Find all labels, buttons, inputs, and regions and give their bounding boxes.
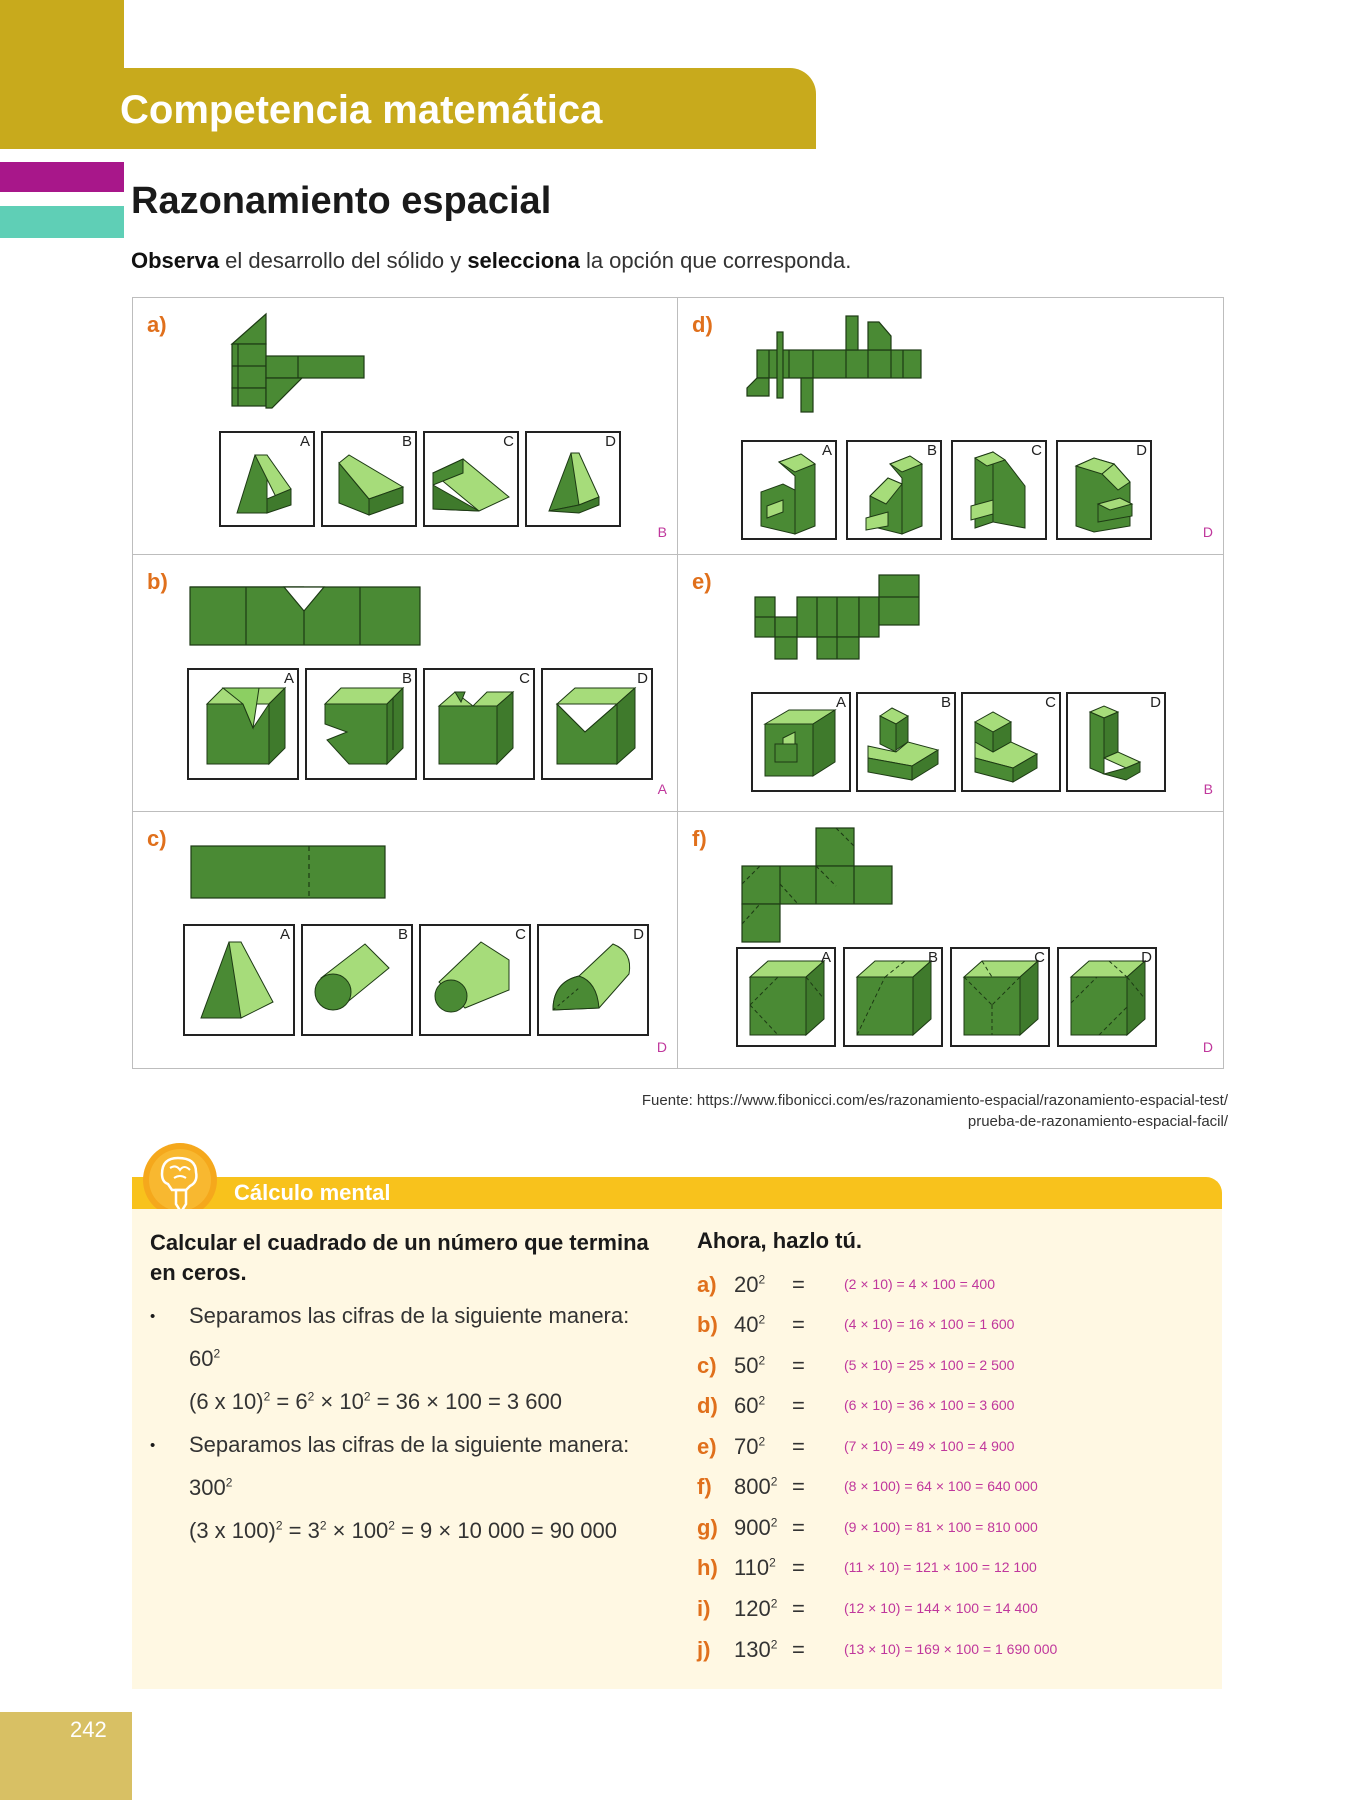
practice-base: [734, 1353, 765, 1379]
base-value: 40: [734, 1312, 759, 1337]
practice-answer: (8 × 100) = 64 × 100 = 640 000: [844, 1478, 1038, 1494]
source-line-2: prueba-de-razonamiento-espacial-facil/: [967, 1113, 1228, 1130]
exercise-answer: A: [657, 781, 667, 797]
practice-label: h): [697, 1555, 718, 1580]
formula-part: (3 x 100): [189, 1518, 276, 1543]
net-f-diagram: [740, 826, 896, 944]
section-title: Razonamiento espacial: [131, 180, 552, 222]
option-letter: B: [401, 433, 412, 450]
solid-f-A: [738, 949, 834, 1045]
step-1-formula: [189, 1389, 562, 1415]
instruction-bold-selecciona: selecciona: [467, 248, 580, 273]
option-f-D[interactable]: [1057, 947, 1157, 1047]
base-value: 70: [734, 1434, 759, 1459]
page-number: 242: [70, 1717, 107, 1742]
option-a-C[interactable]: [423, 431, 519, 527]
base-value: 50: [734, 1353, 759, 1378]
source-line-1: Fuente: https://www.fibonicci.com/es/razonamiento-espacial/razonamiento-espacial-test/: [641, 1092, 1228, 1109]
option-letter: A: [279, 926, 290, 943]
option-b-B[interactable]: [305, 668, 417, 780]
practice-label: b): [697, 1312, 718, 1337]
option-letter: A: [821, 442, 832, 459]
equals-sign: =: [792, 1312, 805, 1337]
base-exp: 2: [770, 1515, 778, 1530]
practice-label: a): [697, 1272, 717, 1297]
header-top-strip: [0, 0, 124, 70]
practice-answer: (2 × 10) = 4 × 100 = 400: [844, 1276, 996, 1292]
exercise-label: b): [147, 569, 168, 594]
practice-label: c): [697, 1353, 717, 1378]
practice-base: [734, 1596, 777, 1622]
practice-title: Ahora, hazlo tú.: [697, 1228, 862, 1253]
practice-label: j): [697, 1637, 711, 1662]
option-b-D[interactable]: [541, 668, 653, 780]
formula-exp: 2: [307, 1389, 315, 1404]
option-letter: B: [401, 670, 412, 687]
formula-exp: 2: [263, 1389, 271, 1404]
base-value: 60: [734, 1393, 759, 1418]
practice-label: f): [697, 1474, 712, 1499]
option-c-D[interactable]: [537, 924, 649, 1036]
option-d-A[interactable]: [741, 440, 837, 540]
calc-title: Cálculo mental: [234, 1180, 391, 1205]
base-exp: 2: [769, 1555, 776, 1570]
option-letter: A: [299, 433, 310, 450]
option-f-A[interactable]: [736, 947, 836, 1047]
formula-exp: 2: [388, 1518, 395, 1533]
formula-part: = 36 × 100 = 3 600: [370, 1389, 562, 1414]
solid-c-C: [421, 926, 529, 1034]
option-letter: B: [397, 926, 408, 943]
exercise-label: a): [147, 312, 167, 337]
step-2-formula: [189, 1518, 617, 1544]
exercise-answer: B: [1203, 781, 1213, 797]
practice-answer: (6 × 10) = 36 × 100 = 3 600: [844, 1397, 1015, 1413]
formula-part: × 10: [314, 1389, 364, 1414]
base-exp: 2: [758, 1393, 766, 1408]
solid-b-A: [189, 670, 297, 778]
page-title: Competencia matemática: [120, 88, 603, 132]
formula-part: (6 x 10): [189, 1389, 264, 1414]
practice-answer: (9 × 100) = 81 × 100 = 810 000: [844, 1519, 1038, 1535]
base-exp: 2: [770, 1596, 778, 1611]
solid-c-B: [303, 926, 411, 1034]
equals-sign: =: [792, 1393, 805, 1418]
practice-answer: (4 × 10) = 16 × 100 = 1 600: [844, 1316, 1015, 1332]
option-letter: B: [940, 694, 951, 711]
brain-pencil-icon: [140, 1140, 220, 1220]
option-letter: A: [820, 949, 831, 966]
equals-sign: =: [792, 1434, 805, 1459]
formula-exp: 2: [363, 1389, 371, 1404]
option-letter: B: [927, 949, 938, 966]
base-value: 20: [734, 1272, 759, 1297]
step-1-base: 60: [189, 1346, 214, 1371]
step-1-exp: 2: [213, 1346, 221, 1361]
solid-e-A: [753, 694, 849, 790]
formula-part: = 3: [282, 1518, 320, 1543]
equals-sign: =: [792, 1353, 805, 1378]
option-letter: D: [605, 433, 616, 450]
option-b-C[interactable]: [423, 668, 535, 780]
exercise-answer: D: [1202, 524, 1213, 540]
option-d-B[interactable]: [846, 440, 942, 540]
exercise-label: f): [692, 826, 707, 851]
option-letter: C: [503, 433, 514, 450]
formula-exp: 2: [275, 1518, 283, 1533]
accent-bar-teal: [0, 206, 124, 238]
option-d-D[interactable]: [1056, 440, 1152, 540]
practice-answer: (5 × 10) = 25 × 100 = 2 500: [844, 1357, 1015, 1373]
option-letter: C: [1031, 442, 1042, 459]
equals-sign: =: [792, 1555, 805, 1580]
practice-base: [734, 1312, 765, 1338]
option-a-B[interactable]: [321, 431, 417, 527]
option-a-D[interactable]: [525, 431, 621, 527]
accent-bar-magenta: [0, 162, 124, 192]
practice-base: [734, 1637, 777, 1663]
instruction-text-end: la opción que corresponda.: [579, 248, 852, 273]
step-2-exp: 2: [225, 1475, 233, 1490]
exercise-a: [133, 298, 678, 555]
option-f-C[interactable]: [950, 947, 1050, 1047]
option-letter: C: [515, 926, 526, 943]
solid-c-D: [539, 926, 647, 1034]
step-2-base: 300: [189, 1475, 226, 1500]
practice-base: [734, 1272, 765, 1298]
base-exp: 2: [758, 1434, 766, 1449]
option-c-C[interactable]: [419, 924, 531, 1036]
option-e-C[interactable]: [961, 692, 1061, 792]
formula-part: = 9 × 10 000 = 90 000: [394, 1518, 618, 1543]
exercise-answer: B: [657, 524, 667, 540]
base-value: 110: [734, 1555, 770, 1580]
step-2-text: Separamos las cifras de la siguiente manera:: [189, 1432, 630, 1457]
option-letter: D: [633, 926, 644, 943]
option-e-B[interactable]: [856, 692, 956, 792]
instruction: [131, 248, 851, 274]
practice-label: e): [697, 1434, 717, 1459]
base-exp: 2: [758, 1353, 766, 1368]
solid-b-D: [543, 670, 651, 778]
option-d-C[interactable]: [951, 440, 1047, 540]
equals-sign: =: [792, 1272, 805, 1297]
instruction-text: el desarrollo del sólido y: [219, 248, 468, 273]
practice-base: [734, 1434, 765, 1460]
net-c-diagram: [189, 844, 389, 902]
calc-rule-title: Calcular el cuadrado de un número que termina en ceros.: [150, 1230, 649, 1285]
net-a-diagram: [218, 312, 368, 422]
practice-answer: (11 × 10) = 121 × 100 = 12 100: [844, 1559, 1037, 1575]
equals-sign: =: [792, 1515, 805, 1540]
step-1-text: Separamos las cifras de la siguiente manera:: [189, 1303, 630, 1328]
practice-label: g): [697, 1515, 718, 1540]
practice-base: [734, 1393, 765, 1419]
equals-sign: =: [792, 1637, 805, 1662]
instruction-bold-observa: Observa: [131, 248, 220, 273]
exercise-e: [678, 555, 1223, 812]
practice-answer: (7 × 10) = 49 × 100 = 4 900: [844, 1438, 1015, 1454]
base-exp: 2: [758, 1272, 766, 1287]
bullet-2: •: [150, 1437, 156, 1454]
exercise-label: c): [147, 826, 167, 851]
solid-b-B: [307, 670, 415, 778]
option-letter: D: [1141, 949, 1152, 966]
option-letter: D: [1150, 694, 1161, 711]
solid-b-C: [425, 670, 533, 778]
formula-part: = 6: [270, 1389, 308, 1414]
page-number-band: [0, 1712, 132, 1800]
exercise-c: [133, 812, 678, 1069]
option-letter: A: [835, 694, 846, 711]
option-c-A[interactable]: [183, 924, 295, 1036]
base-exp: 2: [758, 1312, 766, 1327]
practice-answer: (12 × 10) = 144 × 100 = 14 400: [844, 1600, 1038, 1616]
practice-base: [734, 1555, 776, 1581]
equals-sign: =: [792, 1474, 805, 1499]
solid-f-B: [845, 949, 941, 1045]
practice-label: d): [697, 1393, 718, 1418]
option-e-D[interactable]: [1066, 692, 1166, 792]
practice-base: [734, 1515, 777, 1541]
option-letter: C: [1034, 949, 1045, 966]
practice-answer: (13 × 10) = 169 × 100 = 1 690 000: [844, 1641, 1058, 1657]
exercise-d: [678, 298, 1223, 555]
option-letter: A: [283, 670, 294, 687]
base-value: 120: [734, 1596, 771, 1621]
base-exp: 2: [770, 1637, 778, 1652]
base-value: 130: [734, 1637, 771, 1662]
option-a-A[interactable]: [219, 431, 315, 527]
step-2-number: [189, 1475, 232, 1501]
solid-c-A: [185, 926, 293, 1034]
solid-e-B: [858, 694, 954, 790]
net-b-diagram: [188, 585, 422, 649]
option-letter: C: [519, 670, 530, 687]
bullet-1: •: [150, 1308, 156, 1325]
exercise-label: e): [692, 569, 712, 594]
option-letter: D: [637, 670, 648, 687]
option-b-A[interactable]: [187, 668, 299, 780]
option-letter: C: [1045, 694, 1056, 711]
practice-label: i): [697, 1596, 711, 1621]
base-value: 900: [734, 1515, 771, 1540]
base-value: 800: [734, 1474, 771, 1499]
option-f-B[interactable]: [843, 947, 943, 1047]
exercise-answer: D: [656, 1039, 667, 1055]
option-letter: B: [926, 442, 937, 459]
option-c-B[interactable]: [301, 924, 413, 1036]
net-d-diagram: [743, 314, 923, 414]
exercise-answer: D: [1202, 1039, 1213, 1055]
exercise-b: [133, 555, 678, 812]
step-1-number: [189, 1346, 220, 1372]
formula-part: × 100: [326, 1518, 389, 1543]
exercise-grid: [132, 297, 1224, 1069]
formula-exp: 2: [319, 1518, 327, 1533]
net-e-diagram: [753, 573, 923, 673]
practice-base: [734, 1474, 777, 1500]
option-e-A[interactable]: [751, 692, 851, 792]
option-letter: D: [1136, 442, 1147, 459]
exercise-f: [678, 812, 1223, 1069]
base-exp: 2: [770, 1474, 778, 1489]
exercise-label: d): [692, 312, 713, 337]
equals-sign: =: [792, 1596, 805, 1621]
source-citation: [642, 1090, 1228, 1132]
